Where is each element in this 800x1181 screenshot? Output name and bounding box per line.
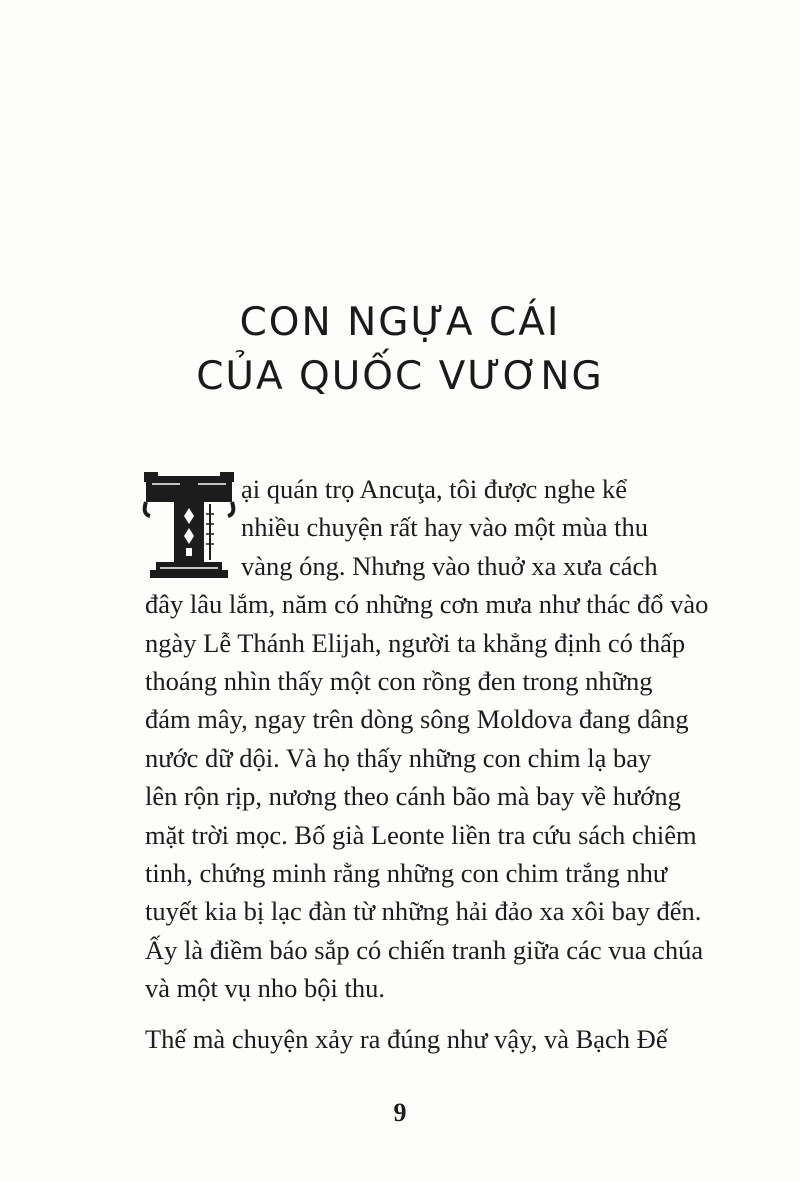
text-line: ại quán trọ Ancuţa, tôi được nghe kể [241,474,628,504]
text-line: nước dữ dội. Và họ thấy những con chim lạ bay [145,742,652,773]
text-line: Thế mà chuyện xảy ra đúng như vậy, và Bạch Đế [145,1023,668,1054]
paragraph-1 [145,470,715,1008]
text-line: đám mây, ngay trên dòng sông Moldova đang dâng [145,704,689,735]
page-number: 9 [393,1098,407,1127]
chapter-title [0,296,800,404]
text-line: và một vụ nho bội thu. [145,973,385,1004]
text-line: tuyết kia bị lạc đàn từ những hải đảo xa xôi bay đến. [145,896,702,927]
paragraph-2 [145,1020,715,1058]
chapter-title-line-1: CON NGỰA CÁI [239,300,561,346]
text-line: Ấy là điềm báo sắp có chiến tranh giữa các vua chúa [145,934,704,965]
text-line: đây lâu lắm, năm có những cơn mưa như thác đổ vào [145,589,709,620]
chapter-title-line-2: CỦA QUỐC VƯƠNG [196,354,604,400]
text-line: thoáng nhìn thấy một con rồng đen trong những [145,666,653,697]
body-text [145,470,715,1058]
text-line: mặt trời mọc. Bố già Leonte liền tra cứu sách chiêm [145,819,697,850]
text-line: lên rộn rịp, nương theo cánh bão mà bay về hướng [145,781,681,812]
text-line: tinh, chứng minh rằng những con chim trắng như [145,858,668,889]
text-line: nhiều chuyện rất hay vào một mùa thu [241,512,648,543]
text-line: ngày Lễ Thánh Elijah, người ta khẳng định có thấp [145,627,686,658]
text-line: vàng óng. Nhưng vào thuở xa xưa cách [241,550,658,581]
